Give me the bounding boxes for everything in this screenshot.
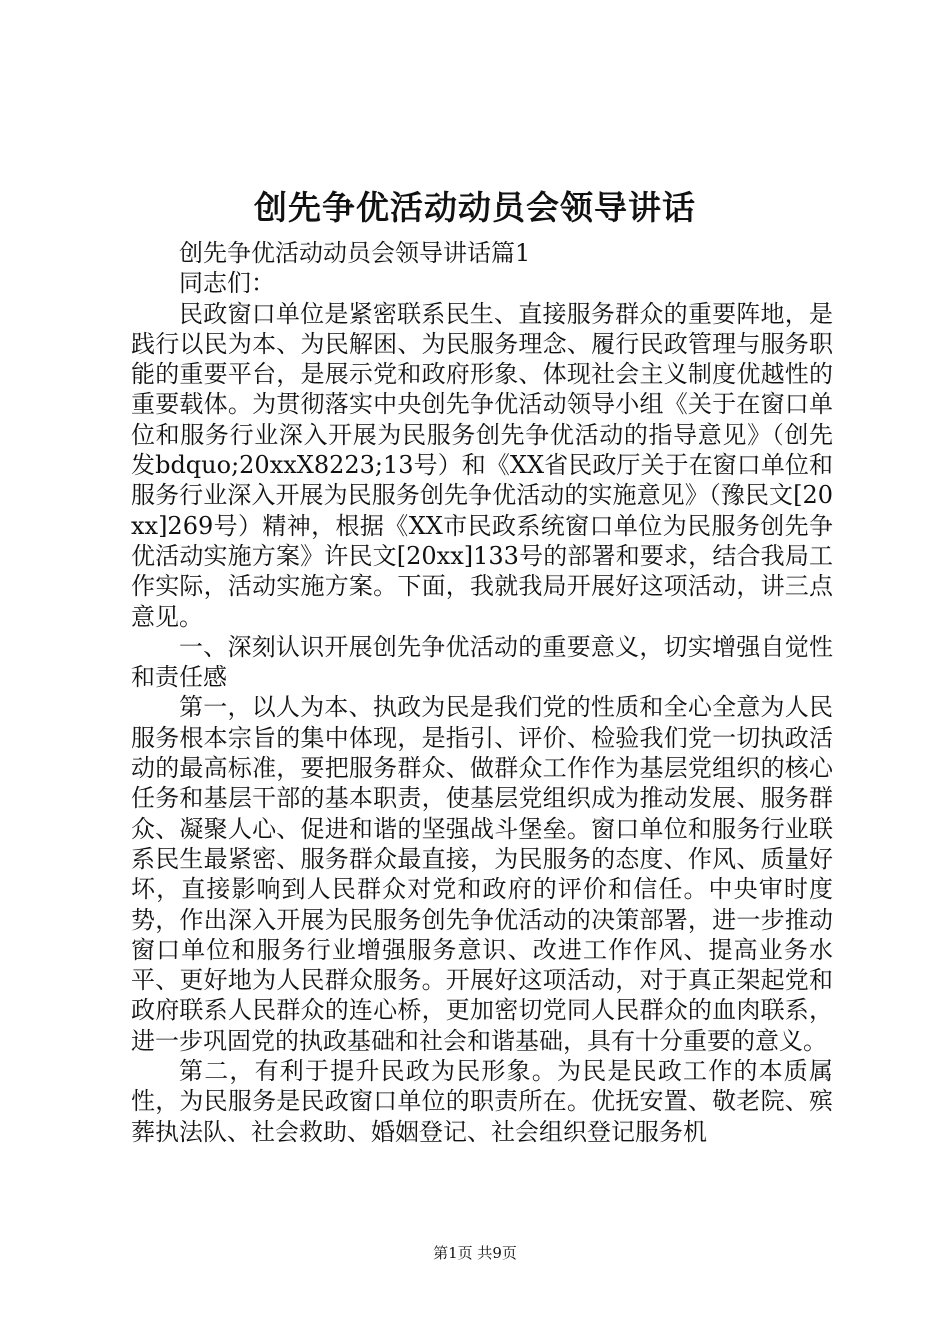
salutation: 同志们：: [179, 269, 275, 298]
document-title: 创先争优活动动员会领导讲话: [254, 188, 696, 227]
paragraph: 民政窗口单位是紧密联系民生、直接服务群众的重要阵地，是践行以民为本、为民解困、为民服务理念、履行民政管理与服务职能的重要平台，是展示党和政府形象、体现社会主义制度优越性的重要载体。为贯彻落实中央创先争优活动领导小组《关于在窗口单位和服务行业深入开展为民服务创先争优活动的指导意见》（创先发bdquo;20xxX8223;13号）和《XX省民政厅关于在窗口单位和服务行业深入开展为民服务创先争优活动的实施意见》（豫民文[20xx]269号）精神，根据《XX市民政系统窗口单位为民服务创先争优活动实施方案》许民文[20xx]133号的部署和要求，结合我局工作实际，活动实施方案。下面，我就我局开展好这项活动，讲三点意见。: [131, 299, 833, 631]
page-number: 第1页 共9页: [433, 1244, 517, 1262]
paragraph: 第一，以人为本、执政为民是我们党的性质和全心全意为人民服务根本宗旨的集中体现，是指引、评价、检验我们党一切执政活动的最高标准，要把服务群众、做群众工作作为基层党组织的核心任务和基层干部的基本职责，使基层党组织成为推动发展、服务群众、凝聚人心、促进和谐的坚强战斗堡垒。窗口单位和服务行业联系民生最紧密、服务群众最直接，为民服务的态度、作风、质量好坏，直接影响到人民群众对党和政府的评价和信任。中央审时度势，作出深入开展为民服务创先争优活动的决策部署，进一步推动窗口单位和服务行业增强服务意识、改进工作作风、提高业务水平、更好地为人民群众服务。开展好这项活动，对于真正架起党和政府联系人民群众的连心桥，更加密切党同人民群众的血肉联系，进一步巩固党的执政基础和社会和谐基础，具有十分重要的意义。: [131, 693, 833, 1055]
section-subtitle: 创先争优活动动员会领导讲话篇1: [179, 239, 531, 267]
document-body: [131, 238, 833, 1147]
section-heading: 一、深刻认识开展创先争优活动的重要意义，切实增强自觉性和责任感: [131, 632, 833, 692]
paragraph: 第二，有利于提升民政为民形象。为民是民政工作的本质属性，为民服务是民政窗口单位的职责所在。优抚安置、敬老院、殡葬执法队、社会救助、婚姻登记、社会组织登记服务机: [131, 1057, 833, 1146]
